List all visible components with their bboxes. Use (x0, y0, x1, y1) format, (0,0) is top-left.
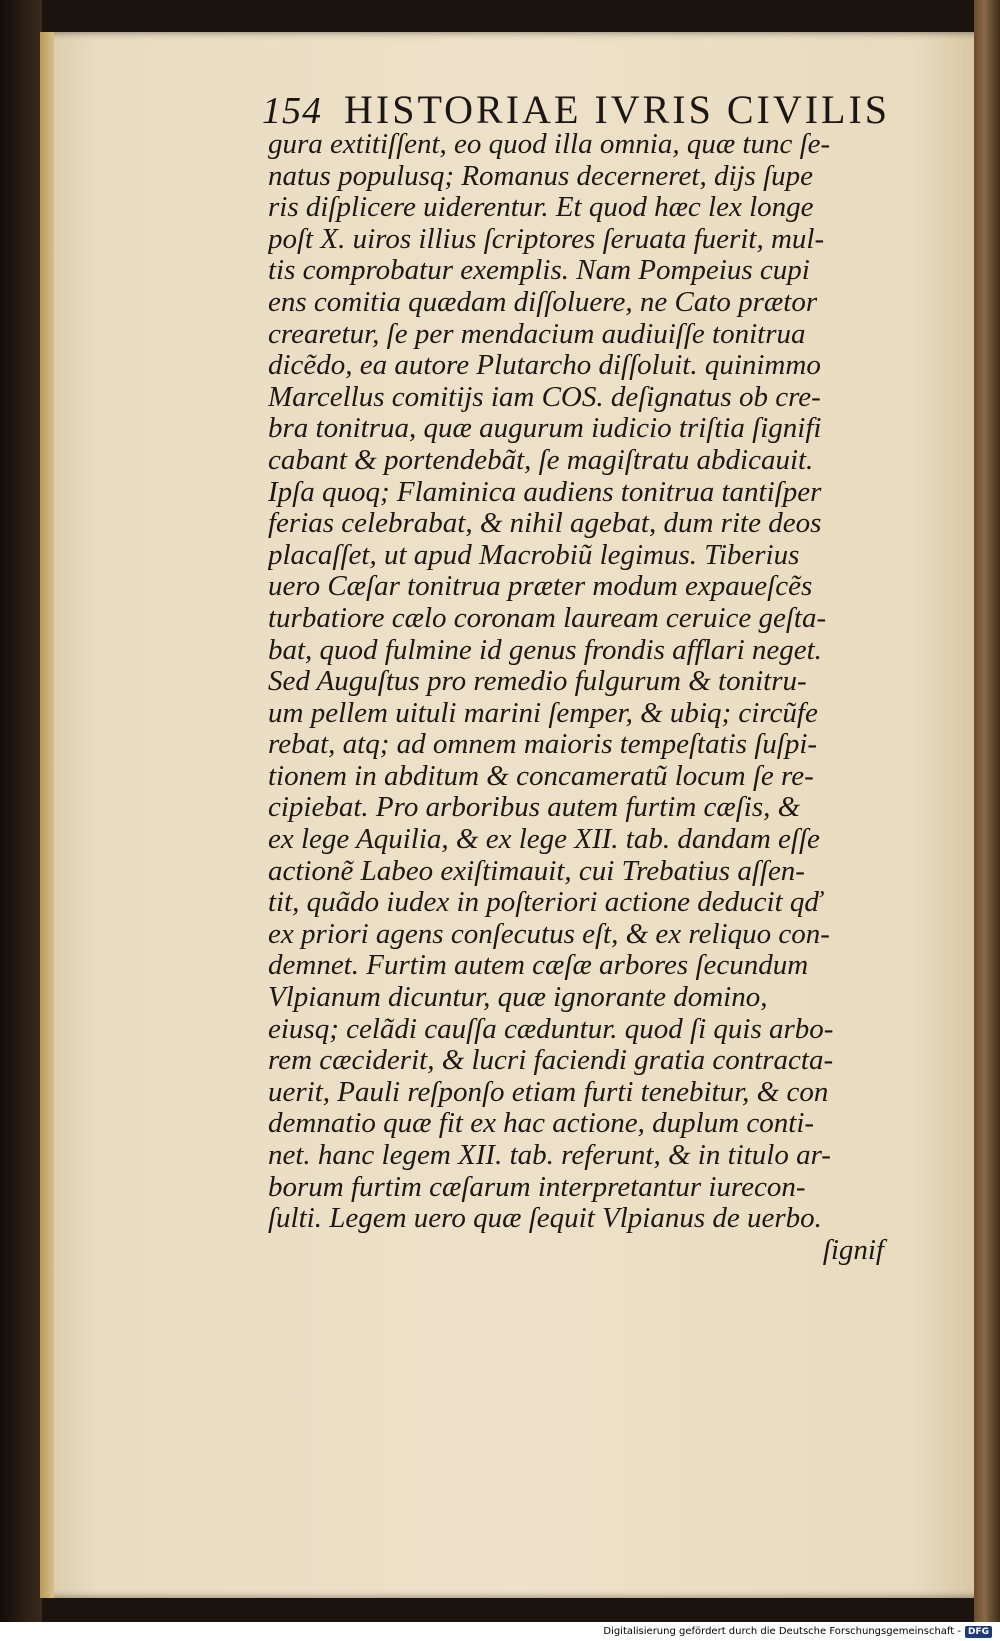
text-line: ferias celebrabat, & nihil agebat, dum rite deos (268, 508, 822, 540)
text-line: ens comitia quædam diſſoluere, ne Cato prætor (268, 286, 818, 318)
body-text (268, 129, 948, 1266)
book-binding-left (0, 0, 42, 1622)
dfg-logo: DFG (965, 1626, 992, 1638)
text-line: ſulti. Legem uero quæ ſequit Vlpianus de uerbo. (268, 1203, 822, 1235)
text-line: turbatiore cælo coronam lauream ceruice geſta- (268, 602, 827, 634)
funding-footer (0, 1622, 1000, 1641)
text-line: net. hanc legem XII. tab. referunt, & in titulo ar- (268, 1140, 831, 1171)
text-line: cabant & portendebãt, ſe magiſtratu abdicauit. (268, 444, 814, 476)
text-line: gura extitiſſent, eo quod illa omnia, quæ tunc ſe- (268, 129, 831, 160)
text-line: demnet. Furtim autem cæſæ arbores ſecundum (268, 950, 809, 982)
text-line: dicẽdo, ea autore Plutarcho diſſoluit. quinimmo (268, 350, 821, 382)
text-line: eiusq; celãdi cauſſa cæduntur. quod ſi quis arbo- (268, 1013, 834, 1045)
text-line: cipiebat. Pro arboribus autem furtim cæſis, & (268, 792, 801, 824)
text-line: poſt X. uiros illius ſcriptores ſeruata fuerit, mul- (268, 223, 825, 255)
text-line: ris diſplicere uiderentur. Et quod hæc lex longe (268, 192, 814, 224)
book-edge-right (974, 0, 1000, 1622)
text-line: Marcellus comitijs iam COS. deſignatus ob cre- (268, 381, 821, 413)
text-line: demnatio quæ fit ex hac actione, duplum conti- (268, 1108, 815, 1140)
text-line: uero Cæſar tonitrua præter modum expaueſcẽs (268, 571, 813, 603)
text-line: Vlpianum dicuntur, quæ ignorante domino, (268, 982, 768, 1014)
page-header (262, 86, 922, 130)
text-line: rebat, atq; ad omnem maioris tempeſtatis ſuſpi- (268, 729, 818, 761)
text-line: tis comprobatur exemplis. Nam Pompeius cupi (268, 255, 810, 287)
funding-note: Digitalisierung gefördert durch die Deutsche Forschungsgemeinschaft - (603, 1626, 961, 1637)
text-line: actionẽ Labeo exiſtimauit, cui Trebatius aſſen- (268, 855, 805, 887)
text-line: uerit, Pauli reſponſo etiam furti tenebitur, & con (268, 1076, 829, 1108)
text-line: rem cæciderit, & lucri faciendi gratia contracta- (268, 1045, 834, 1077)
text-line: natus populusq; Romanus decerneret, dijs ſupe (268, 160, 814, 192)
text-line: Sed Auguſtus pro remedio fulgurum & tonitru- (268, 666, 807, 698)
text-line: ex priori agens conſecutus eſt, & ex reliquo con- (268, 918, 830, 950)
running-title: HISTORIAE IVRIS CIVILIS (344, 87, 891, 132)
text-line: ex lege Aquilia, & ex lege XII. tab. dandam eſſe (268, 824, 820, 856)
page-gutter (40, 32, 54, 1598)
text-line: Ipſa quoq; Flaminica audiens tonitrua tantiſper (268, 476, 822, 508)
page-number: 154 (262, 90, 322, 132)
catchword: ſignif (822, 1234, 884, 1266)
text-line: placaſſet, ut apud Macrobiũ legimus. Tiberius (268, 539, 800, 571)
text-line: tit, quãdo iudex in poſteriori actione deducit qď (268, 887, 823, 919)
text-line: crearetur, ſe per mendacium audiuiſſe tonitrua (268, 318, 806, 350)
text-line: bat, quod fulmine id genus frondis afflari neget. (268, 634, 822, 666)
text-line: bra tonitrua, quæ augurum iudicio triſtia ſignifi (268, 413, 822, 445)
text-line: tionem in abditum & concameratũ locum ſe re- (268, 760, 814, 792)
text-line: borum furtim cæſarum interpretantur iurecon- (268, 1171, 806, 1203)
text-line: um pellem uituli marini ſemper, & ubiq; circũfe (268, 697, 818, 729)
